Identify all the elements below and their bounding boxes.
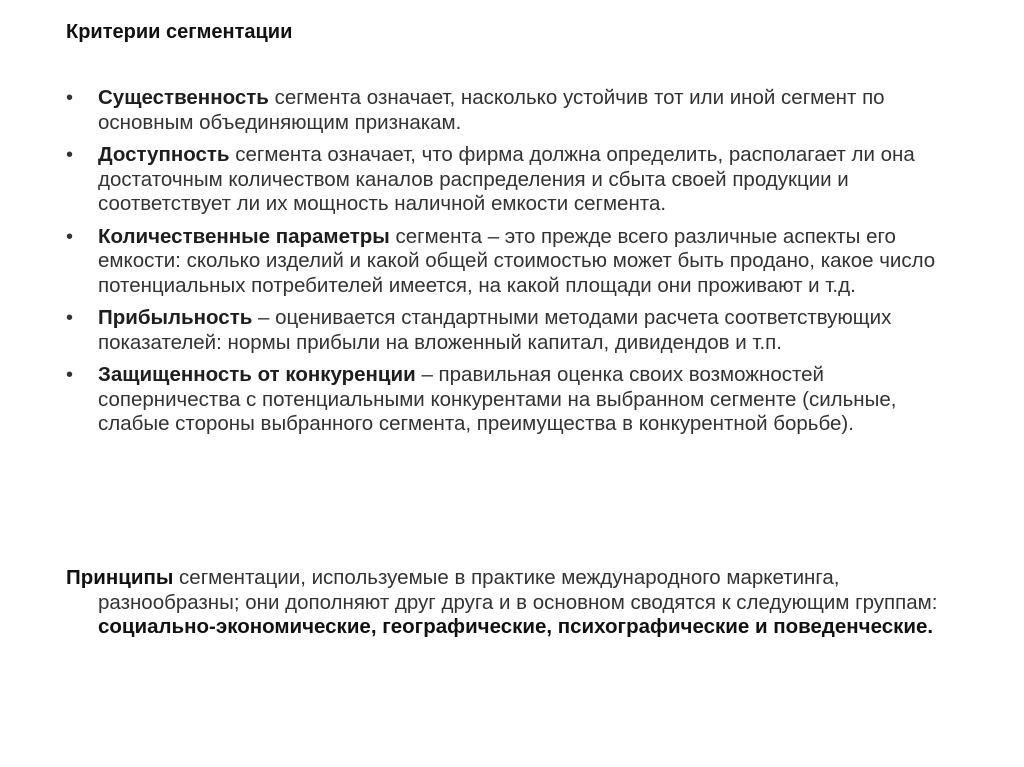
list-item xyxy=(66,143,966,217)
criterion-term: Защищенность от конкуренции xyxy=(98,363,416,386)
list-item xyxy=(66,86,966,135)
bullet-icon: • xyxy=(66,364,74,386)
bullet-icon: • xyxy=(66,144,74,166)
criterion-term: Количественные параметры xyxy=(98,224,390,248)
list-item xyxy=(66,225,966,299)
bullet-icon: • xyxy=(66,225,74,248)
criterion-term: Доступность xyxy=(98,143,230,166)
criterion-text: сегмента означает, насколько устойчив тот или иной сегмент по основным объединяющим признакам. xyxy=(98,86,885,134)
slide-title: Критерии сегментации xyxy=(66,21,293,43)
list-item xyxy=(66,306,966,355)
criterion-text: сегмента означает, что фирма должна определить, располагает ли она достаточным количеством каналов распределения и сбыта своей продукции и соответствует ли их мощность наличной емкости сегмента. xyxy=(98,143,915,215)
principles-groups: социально-экономические, географические, психографические и поведенческие. xyxy=(98,615,934,638)
criterion-text: – правильная оценка своих возможностей соперничества с потенциальными конкурентами на выбранном сегменте (сильные, слабые стороны выбранного сегмента, преимущества в конкурентной борьбе). xyxy=(98,363,897,435)
bullet-icon: • xyxy=(66,307,74,329)
criterion-text: сегмента – это прежде всего различные аспекты его емкости: сколько изделий и какой общей стоимостью может быть продано, какое число потенциальных потребителей имеется, на какой площади они проживают и т.д. xyxy=(98,224,936,297)
principles-term: Принципы xyxy=(66,566,174,589)
criterion-term: Прибыльность xyxy=(98,306,253,329)
criterion-text: – оценивается стандартными методами расчета соответствующих показателей: нормы прибыли на вложенный капитал, дивидендов и т.п. xyxy=(98,306,892,354)
list-item xyxy=(66,363,966,437)
criterion-term: Существенность xyxy=(98,86,269,109)
criteria-list xyxy=(66,86,966,445)
principles-text: сегментации, используемые в практике международного маркетинга, разнообразны; они дополняют друг друга и в основном сводятся к следующим группам: xyxy=(98,566,938,614)
principles-paragraph xyxy=(66,566,948,640)
bullet-icon: • xyxy=(66,87,74,109)
